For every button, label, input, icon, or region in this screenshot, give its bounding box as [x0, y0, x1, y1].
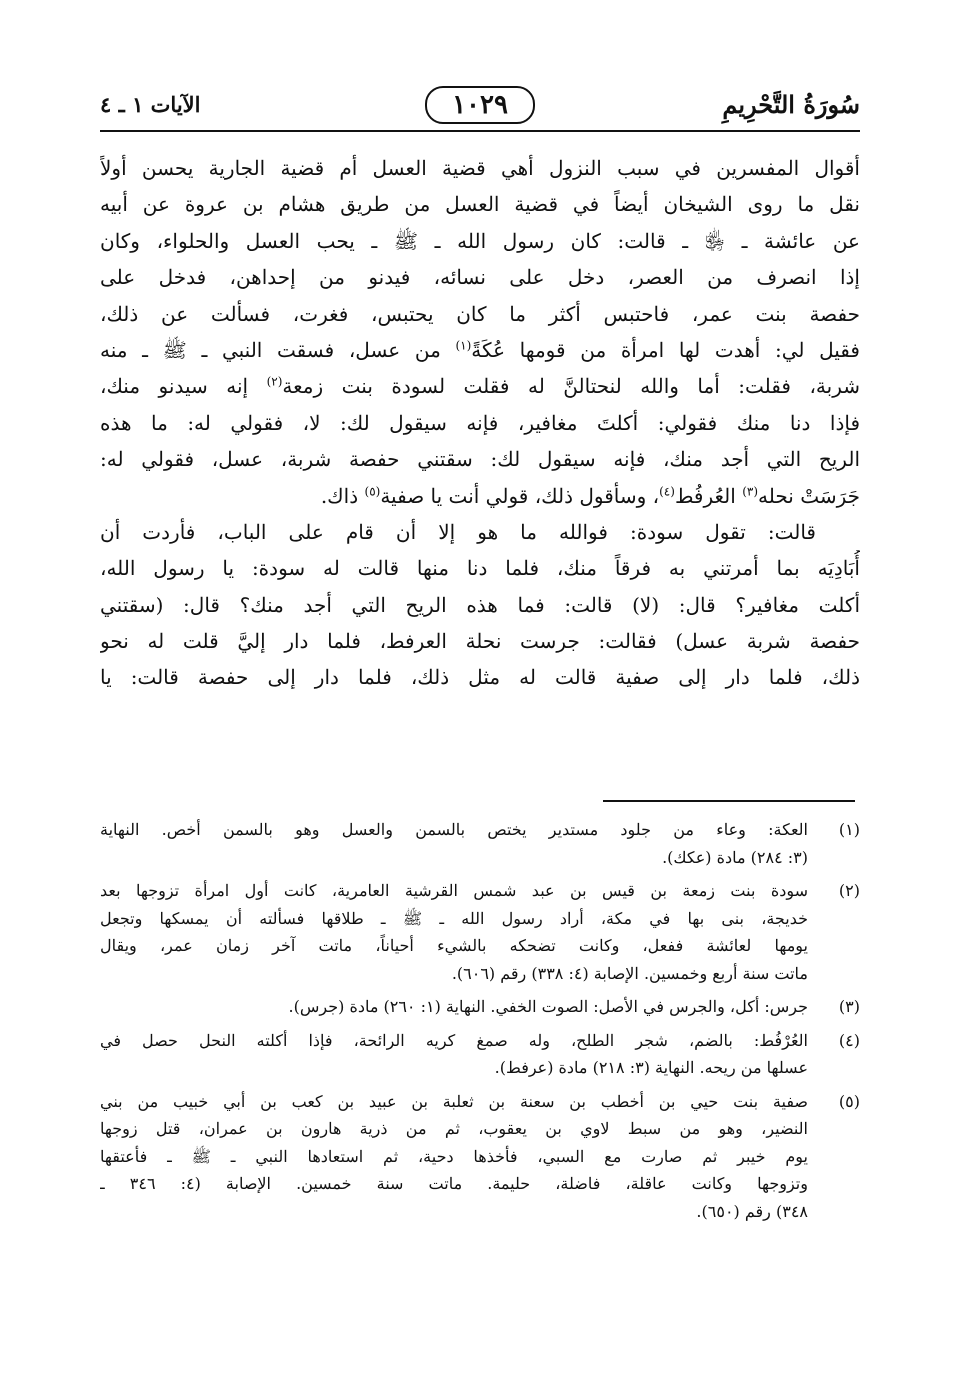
footnotes	[100, 816, 860, 1231]
text-line: عن عائشة ـ ﵂ ـ قالت: كان رسول الله ـ ﷺ ـ يحب العسل والحلواء، وكان	[100, 228, 860, 253]
text-line	[100, 368, 860, 404]
footnote-line: ماتت سنة أربع وخمسين. الإصابة (٤: ٣٣٨) رقم (٦٠٦).	[451, 963, 808, 983]
footnote-number: (٢)	[838, 881, 860, 900]
footnote-number: (٤)	[838, 1030, 860, 1050]
text-segment: جَرَسَتْ نحله	[758, 483, 860, 508]
footnote-ref-2[interactable]: (٢)	[266, 374, 283, 389]
footnote-number: (١)	[838, 820, 860, 839]
footnote-ref-3[interactable]: (٣)	[742, 483, 759, 498]
text-line: فإذا دنا منك فقولي: أكلتَ مغافير، فإنه سيقول لك: لا، فقولي له: ما هذه	[100, 410, 860, 435]
footnote-line: عسلها من ريحه. النهاية (٣: ٢١٨) مادة (عرفط).	[494, 1058, 808, 1077]
page-number: ١٠٢٩	[425, 86, 535, 124]
footnote-ref-4[interactable]: (٤)	[659, 483, 675, 498]
footnote-line: العكة: وعاء من جلود مستدير يختص بالسمن والعسل وهو بالسمن أخص. النهاية	[100, 820, 808, 839]
text-segment: شربة، فقلت: أما والله لنحتالنَّ له فقلت لسودة بنت زمعة	[282, 374, 860, 399]
footnote-ref-1[interactable]: (١)	[455, 338, 472, 353]
verses-range: الآيات ١ ـ ٤	[100, 92, 201, 117]
footnote-number: (٥)	[838, 1091, 860, 1111]
footnote-4	[100, 1027, 860, 1082]
footnote-line: (٣: ٢٨٤) مادة (عكك).	[662, 847, 808, 867]
text-line: أقوال المفسرين في سبب النزول أهي قضية العسل أم قضية الجارية يحسن أولاً	[100, 156, 860, 180]
text-line: ذلك، فلما دار إلى صفية قالت له مثل ذلك، فلما دار إلى حفصة قالت: يا	[100, 665, 860, 690]
text-segment: العُرفُط	[674, 483, 743, 508]
text-segment: ذاك.	[320, 483, 365, 508]
text-segment: إنه سيدنو منك،	[100, 374, 267, 399]
text-segment: ، وسأقول ذلك، قولي أنت يا صفية	[380, 483, 660, 508]
footnote-line: النضير، وهو من سبط لاوي بن يعقوب، ثم من ذرية هارون بن عمران، قتل زوجها	[100, 1119, 808, 1138]
text-line: حفصة شربة عسل) فقالت: جرست نحلة العرفط، فلما دار إليَّ قلت له نحو	[100, 629, 860, 654]
footnote-line: وتزوجها وكانت عاقلة، فاضلة، حليمة. ماتت سنة خمسين. الإصابة (٤: ٣٤٦ ـ	[100, 1174, 808, 1193]
text-line: إذا انصرف من العصر، دخل على نسائه، فيدنو من إحداهن، فدخل على	[100, 265, 860, 290]
text-line: أكلت مغافير؟ قال: (لا) قالت: فما هذه الريح التي أجد منك؟ قال: (سقتني	[100, 592, 860, 617]
text-line: أُبَادِيَه بما أمرتني به فرقاً منك، فلما دنا منها قالت له سودة: يا رسول الله،	[100, 556, 860, 581]
footnote-line: صفية بنت حيي بن أخطب بن سعنة بن ثعلبة بن عبيد بن كعب بن أبي خبيب من بني	[100, 1091, 808, 1111]
header-divider	[100, 130, 860, 132]
footnote-divider	[603, 800, 855, 802]
footnote-line: يوم خيبر ثم صارت مع السبي، فأخذها دحية، ثم استعادها النبي ـ ﷺ ـ فأعتقها	[100, 1146, 808, 1166]
text-segment: فقيل لي: أهدت لها امرأة من قومها عُكَةً	[471, 337, 860, 362]
text-line: الريح التي أجد منك، فإنه سيقول لك: سقتني حفصة شربة، عسل، فقولي له:	[100, 447, 860, 472]
surah-title: سُورَةُ التَّحْرِيمِ	[722, 90, 860, 119]
footnote-3	[100, 993, 860, 1021]
footnote-ref-5[interactable]: (٥)	[364, 483, 381, 498]
text-line: قالت: تقول سودة: فوالله ما هو إلا أن قام على الباب، فأردت أن	[100, 519, 816, 544]
text-line: حفصة بنت عمر، فاحتبس أكثر ما كان يحتبس، فغرت، فسألت عن ذلك،	[100, 301, 860, 326]
text-line	[100, 332, 860, 368]
page-header	[100, 78, 860, 136]
footnote-1	[100, 816, 860, 871]
footnote-line: العُرْفُط: بالضم، شجر الطلح، وله صمغ كريه الرائحة، فإذا أكلته النحل حصل في	[100, 1030, 808, 1050]
footnote-2	[100, 877, 860, 987]
footnote-line: خديجة، بنى بها في مكة، أراد رسول الله ـ ﷺ ـ طلاقها فسألته أن يمسكها وتجعل	[100, 908, 808, 928]
footnote-5	[100, 1088, 860, 1226]
main-text	[100, 150, 860, 696]
footnote-line: سودة بنت زمعة بن قيس بن عبد شمس القرشية العامرية، كانت أول امرأة تزوجها بعد	[100, 881, 808, 900]
footnote-number: (٣)	[838, 997, 860, 1016]
footnote-line: ٣٤٨) رقم (٦٥٠).	[696, 1201, 808, 1221]
text-segment: من عسل، فسقت النبي ـ ﷺ ـ منه	[100, 337, 456, 362]
text-line: نقل ما روى الشيخان أيضاً في قضية العسل من طريق هشام بن عروة عن أبيه	[100, 192, 860, 217]
text-line	[100, 478, 860, 514]
footnote-line: جرس: أكل، والجرس في الأصل: الصوت الخفي. النهاية (١: ٢٦٠) مادة (جرس).	[288, 997, 808, 1016]
footnote-line: يومها لعائشة ففعل، وكانت تضحكه بالشيء أحياناً، ماتت آخر زمان عمر، ويقال	[100, 936, 808, 955]
